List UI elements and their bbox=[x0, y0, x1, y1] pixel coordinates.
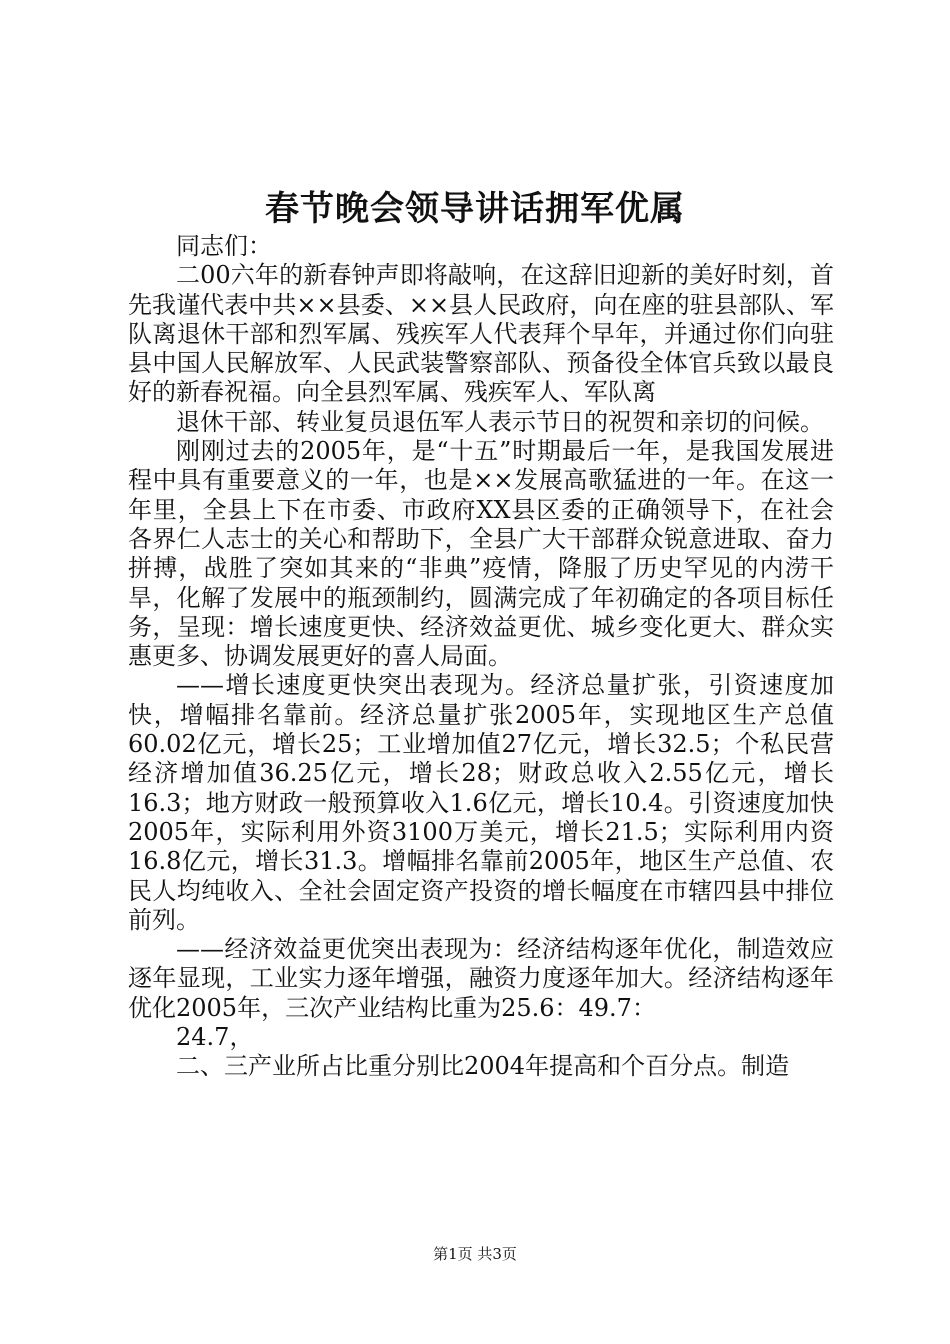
document-body bbox=[128, 232, 834, 1082]
paragraph-greeting: 二00六年的新春钟声即将敲响，在这辞旧迎新的美好时刻，首先我谨代表中共××县委、××县人民政府，向在座的驻县部队、军队离退休干部和烈军属、残疾军人代表拜个早年，并通过你们向驻县中国人民解放军、人民武装警察部队、预备役全体官兵致以最良好的新春祝福。向全县烈军属、残疾军人、军队离 bbox=[128, 261, 834, 407]
paragraph-industry-share: 二、三产业所占比重分别比2004年提高和个百分点。制造 bbox=[176, 1052, 790, 1081]
paragraph-economic-benefit: ——经济效益更优突出表现为：经济结构逐年优化，制造效应逐年显现，工业实力逐年增强，融资力度逐年加大。经济结构逐年优化2005年，三次产业结构比重为25.6：49.7： bbox=[128, 935, 834, 1022]
document-title: 春节晚会领导讲话拥军优属 bbox=[265, 189, 685, 229]
page-number-footer: 第1页 共3页 bbox=[433, 1245, 517, 1263]
paragraph-greeting-continued: 退休干部、转业复员退伍军人表示节日的祝贺和亲切的问候。 bbox=[176, 407, 824, 436]
paragraph-ratio-continued: 24.7， bbox=[176, 1023, 254, 1052]
paragraph-growth-speed: ——增长速度更快突出表现为。经济总量扩张，引资速度加快，增幅排名靠前。经济总量扩张2005年，实现地区生产总值60.02亿元，增长25；工业增加值27亿元，增长32.5；个私民营经济增加值36.25亿元，增长28；财政总收入2.55亿元，增长16.3；地方财政一般预算收入1.6亿元，增长10.4。引资速度加快2005年，实际利用外资3100万美元，增长21.5；实际利用内资16.8亿元，增长31.3。增幅排名靠前2005年，地区生产总值、农民人均纯收入、全社会固定资产投资的增长幅度在市辖四县中排位前列。 bbox=[128, 671, 834, 934]
paragraph-salutation: 同志们： bbox=[176, 232, 272, 260]
paragraph-review-2005: 刚刚过去的2005年，是“十五”时期最后一年，是我国发展进程中具有重要意义的一年，也是××发展高歌猛进的一年。在这一年里，全县上下在市委、市政府XX县区委的正确领导下，在社会各界仁人志士的关心和帮助下，全县广大干部群众锐意进取、奋力拼搏，战胜了突如其来的“非典”疫情，降服了历史罕见的内涝干旱，化解了发展中的瓶颈制约，圆满完成了年初确定的各项目标任务，呈现：增长速度更快、经济效益更优、城乡变化更大、群众实惠更多、协调发展更好的喜人局面。 bbox=[128, 437, 834, 671]
